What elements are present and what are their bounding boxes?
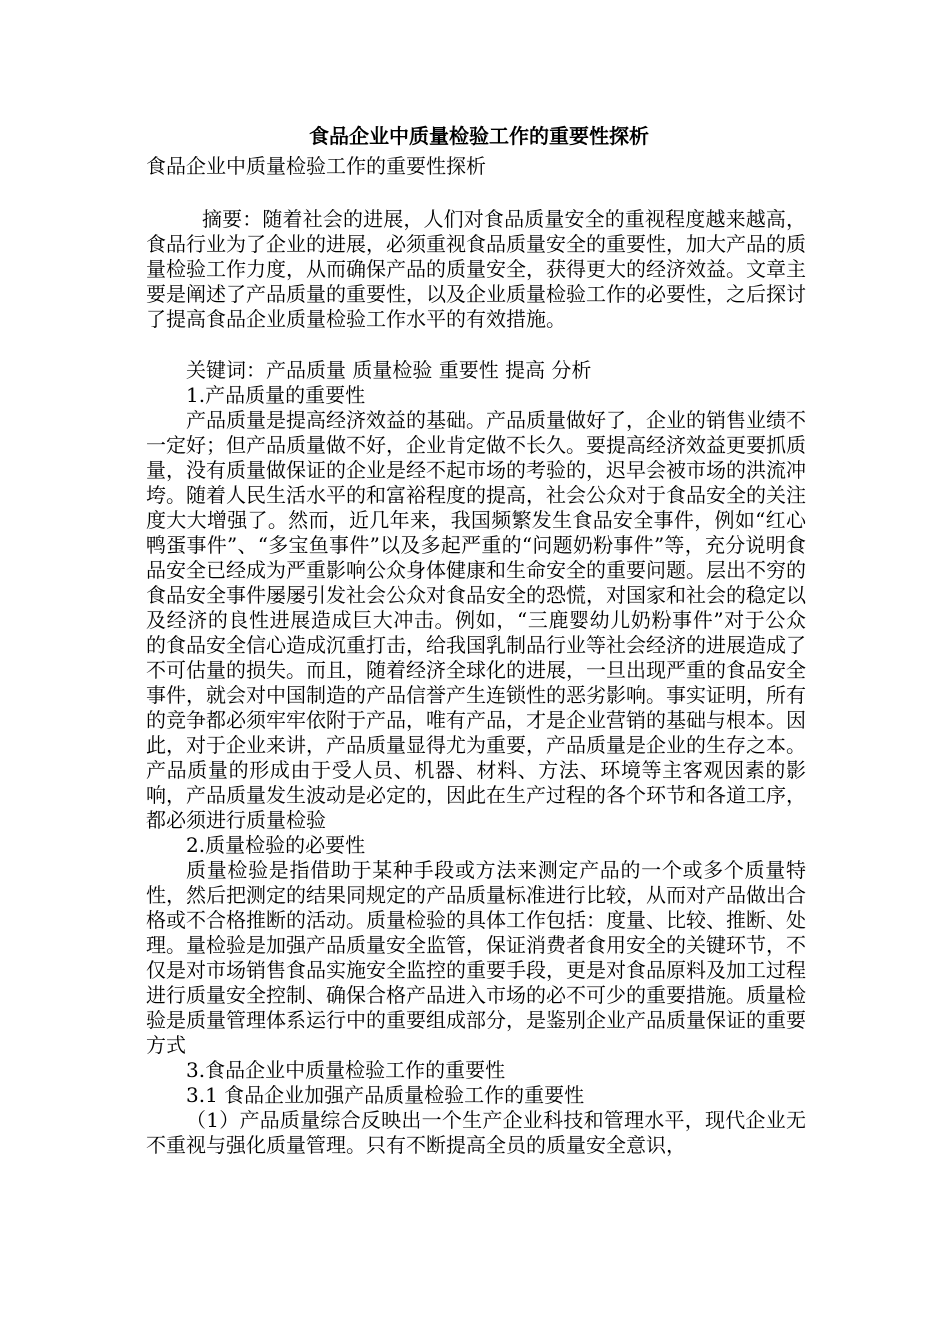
- abstract-paragraph: 摘要：随着社会的进展，人们对食品质量安全的重视程度越来越高，食品行业为了企业的进展，必须重视食品质量安全的重要性，加大产品的质量检验工作力度，从而确保产品的质量安全，获得更大的经济效益。文章主要是阐述了产品质量的重要性，以及企业质量检验工作的必要性，之后探讨了提高食品企业质量检验工作水平的有效措施。: [146, 207, 806, 331]
- section-3-1-heading: 3.1 食品企业加强产品质量检验工作的重要性: [186, 1083, 585, 1107]
- document-subtitle: 食品企业中质量检验工作的重要性探析: [146, 154, 486, 178]
- spacer: [146, 332, 806, 358]
- section-1-heading: 1.产品质量的重要性: [186, 383, 366, 407]
- document-title: 食品企业中质量检验工作的重要性探析: [309, 124, 649, 148]
- spacer: [146, 181, 806, 207]
- section-3-heading: 3.食品企业中质量检验工作的重要性: [186, 1058, 506, 1082]
- keywords-line: 关键词：产品质量 质量检验 重要性 提高 分析: [186, 358, 592, 382]
- section-2-paragraph: 质量检验是指借助于某种手段或方法来测定产品的一个或多个质量特性，然后把测定的结果同规定的产品质量标准进行比较，从而对产品做出合格或不合格推断的活动。质量检验的具体工作包括：度量、比较、推断、处理。量检验是加强产品质量安全监管，保证消费者食用安全的关键环节，不仅是对市场销售食品实施安全监控的重要手段，更是对食品原料及加工过程进行质量安全控制、确保合格产品进入市场的必不可少的重要措施。质量检验是质量管理体系运行中的重要组成部分，是鉴别企业产品质量保证的重要方式: [146, 858, 806, 1057]
- document-content: [146, 121, 806, 1158]
- section-1-paragraph: 产品质量是提高经济效益的基础。产品质量做好了，企业的销售业绩不一定好；但产品质量做不好，企业肯定做不长久。要提高经济效益更要抓质量，没有质量做保证的企业是经不起市场的考验的，迟早会被市场的洪流冲垮。随着人民生活水平的和富裕程度的提高，社会公众对于食品安全的关注度大大增强了。然而，近几年来，我国频繁发生食品安全事件，例如“红心鸭蛋事件”、“多宝鱼事件”以及多起严重的“问题奶粉事件”等，充分说明食品安全已经成为严重影响公众身体健康和生命安全的重要问题。层出不穷的食品安全事件屡屡引发社会公众对食品安全的恐慌，对国家和社会的稳定以及经济的良性进展造成巨大冲击。例如，“三鹿婴幼儿奶粉事件”对于公众的食品安全信心造成沉重打击，给我国乳制品行业等社会经济的进展造成了不可估量的损失。而且，随着经济全球化的进展，一旦出现严重的食品安全事件，就会对中国制造的产品信誉产生连锁性的恶劣影响。事实证明，所有的竞争都必须牢牢依附于产品，唯有产品，才是企业营销的基础与根本。因此，对于企业来讲，产品质量显得尤为重要，产品质量是企业的生存之本。产品质量的形成由于受人员、机器、材料、方法、环境等主客观因素的影响，产品质量发生波动是必定的，因此在生产过程的各个环节和各道工序，都必须进行质量检验: [146, 408, 806, 832]
- section-2-heading: 2.质量检验的必要性: [186, 833, 366, 857]
- section-3-1-paragraph: （1）产品质量综合反映出一个生产企业科技和管理水平，现代企业无不重视与强化质量管理。只有不断提高全员的质量安全意识，: [146, 1108, 806, 1157]
